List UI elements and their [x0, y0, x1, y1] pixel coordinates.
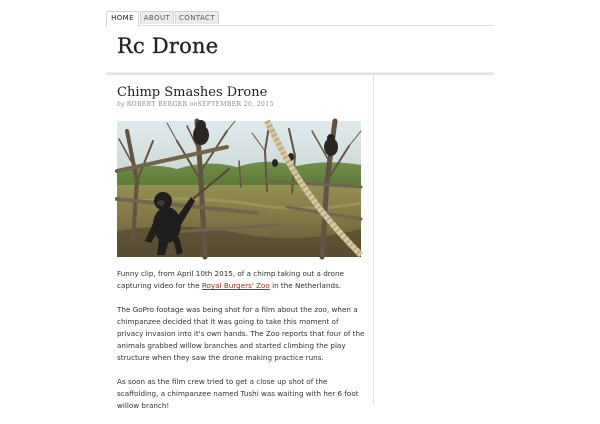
- byline-date: SEPTEMBER 20, 2015: [197, 101, 274, 108]
- tab-contact[interactable]: CONTACT: [175, 11, 219, 24]
- post-byline: [117, 101, 274, 108]
- site-title[interactable]: Rc Drone: [117, 34, 219, 58]
- tab-home[interactable]: HOME: [106, 11, 139, 26]
- post-paragraph-2: The GoPro footage was being shot for a film about the zoo, when a chimpanzee decided that it was going to take this moment of privacy invasion into it's own hands. The Zoo reports that four of the animals grabbed willow branches and started climbing the play structure when they saw the drone making practice runs.: [117, 305, 365, 362]
- post-image: [117, 121, 361, 257]
- byline-author[interactable]: ROBERT BERGER: [126, 101, 188, 108]
- paragraph-1-text-before: Funny clip, from April 10th 2015, of a chimp taking out a drone capturing video for the: [117, 269, 344, 290]
- main-nav: [106, 11, 494, 26]
- chimp-zoo-photo: [117, 121, 361, 257]
- post-paragraph-1: [117, 268, 367, 292]
- byline-on: on: [189, 101, 198, 108]
- post-paragraph-3: As soon as the film crew tried to get a close up shot of the scaffolding, a chimpanzee named Tushi was waiting with her 6 foot willow branch!: [117, 377, 359, 410]
- sidebar: [373, 74, 495, 404]
- royal-burgers-zoo-link[interactable]: Royal Burgers' Zoo: [201, 281, 270, 290]
- post-title[interactable]: Chimp Smashes Drone: [117, 85, 268, 100]
- post-body: [117, 268, 367, 424]
- paragraph-1-text-after: in the Netherlands.: [269, 281, 342, 290]
- byline-by: by: [117, 101, 125, 108]
- tab-about[interactable]: ABOUT: [140, 11, 174, 24]
